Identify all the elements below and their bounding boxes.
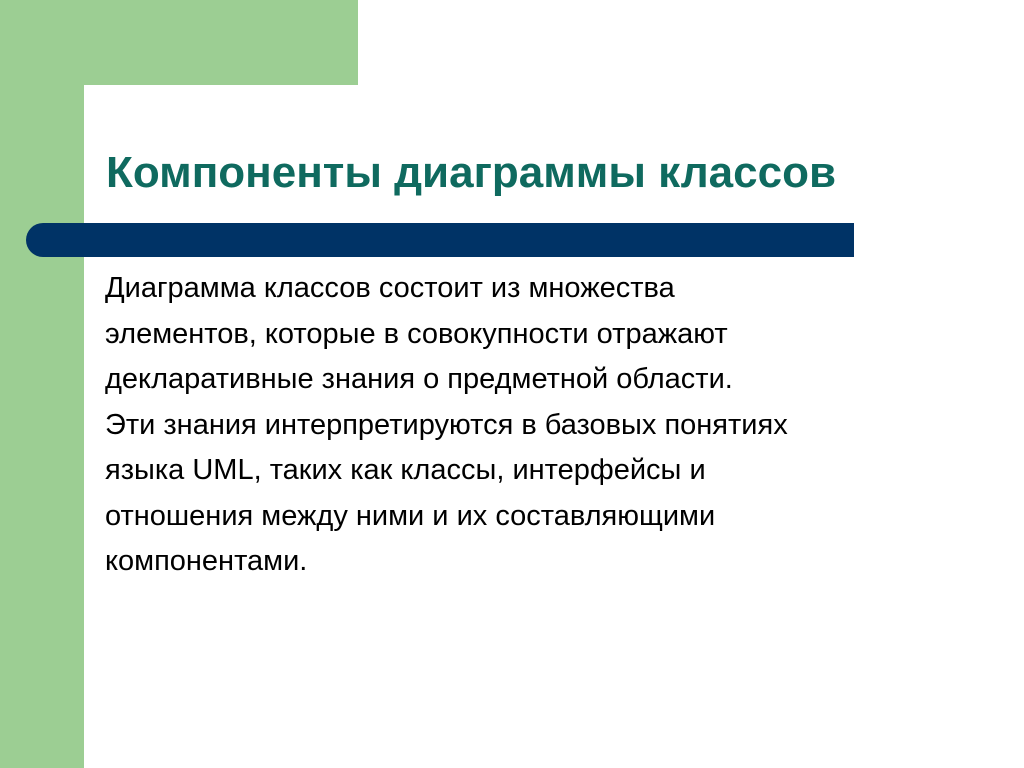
left-green-strip [0, 0, 84, 768]
body-line: Диаграмма классов состоит из множества [105, 272, 675, 304]
slide-body [105, 266, 965, 585]
top-green-block [0, 0, 358, 85]
title-underline-bar [26, 223, 854, 257]
body-line: Эти знания интерпретируются в базовых понятиях [105, 408, 788, 441]
body-line: компонентами. [105, 545, 308, 577]
slide-title: Компоненты диаграммы классов [106, 148, 836, 197]
body-line: декларативные знания о предметной области. [105, 363, 733, 395]
body-line: отношения между ними и их составляющими [105, 499, 716, 532]
body-line: элементов, которые в совокупности отражают [105, 317, 728, 350]
body-line: языка UML, таких как классы, интерфейсы и [105, 454, 706, 486]
